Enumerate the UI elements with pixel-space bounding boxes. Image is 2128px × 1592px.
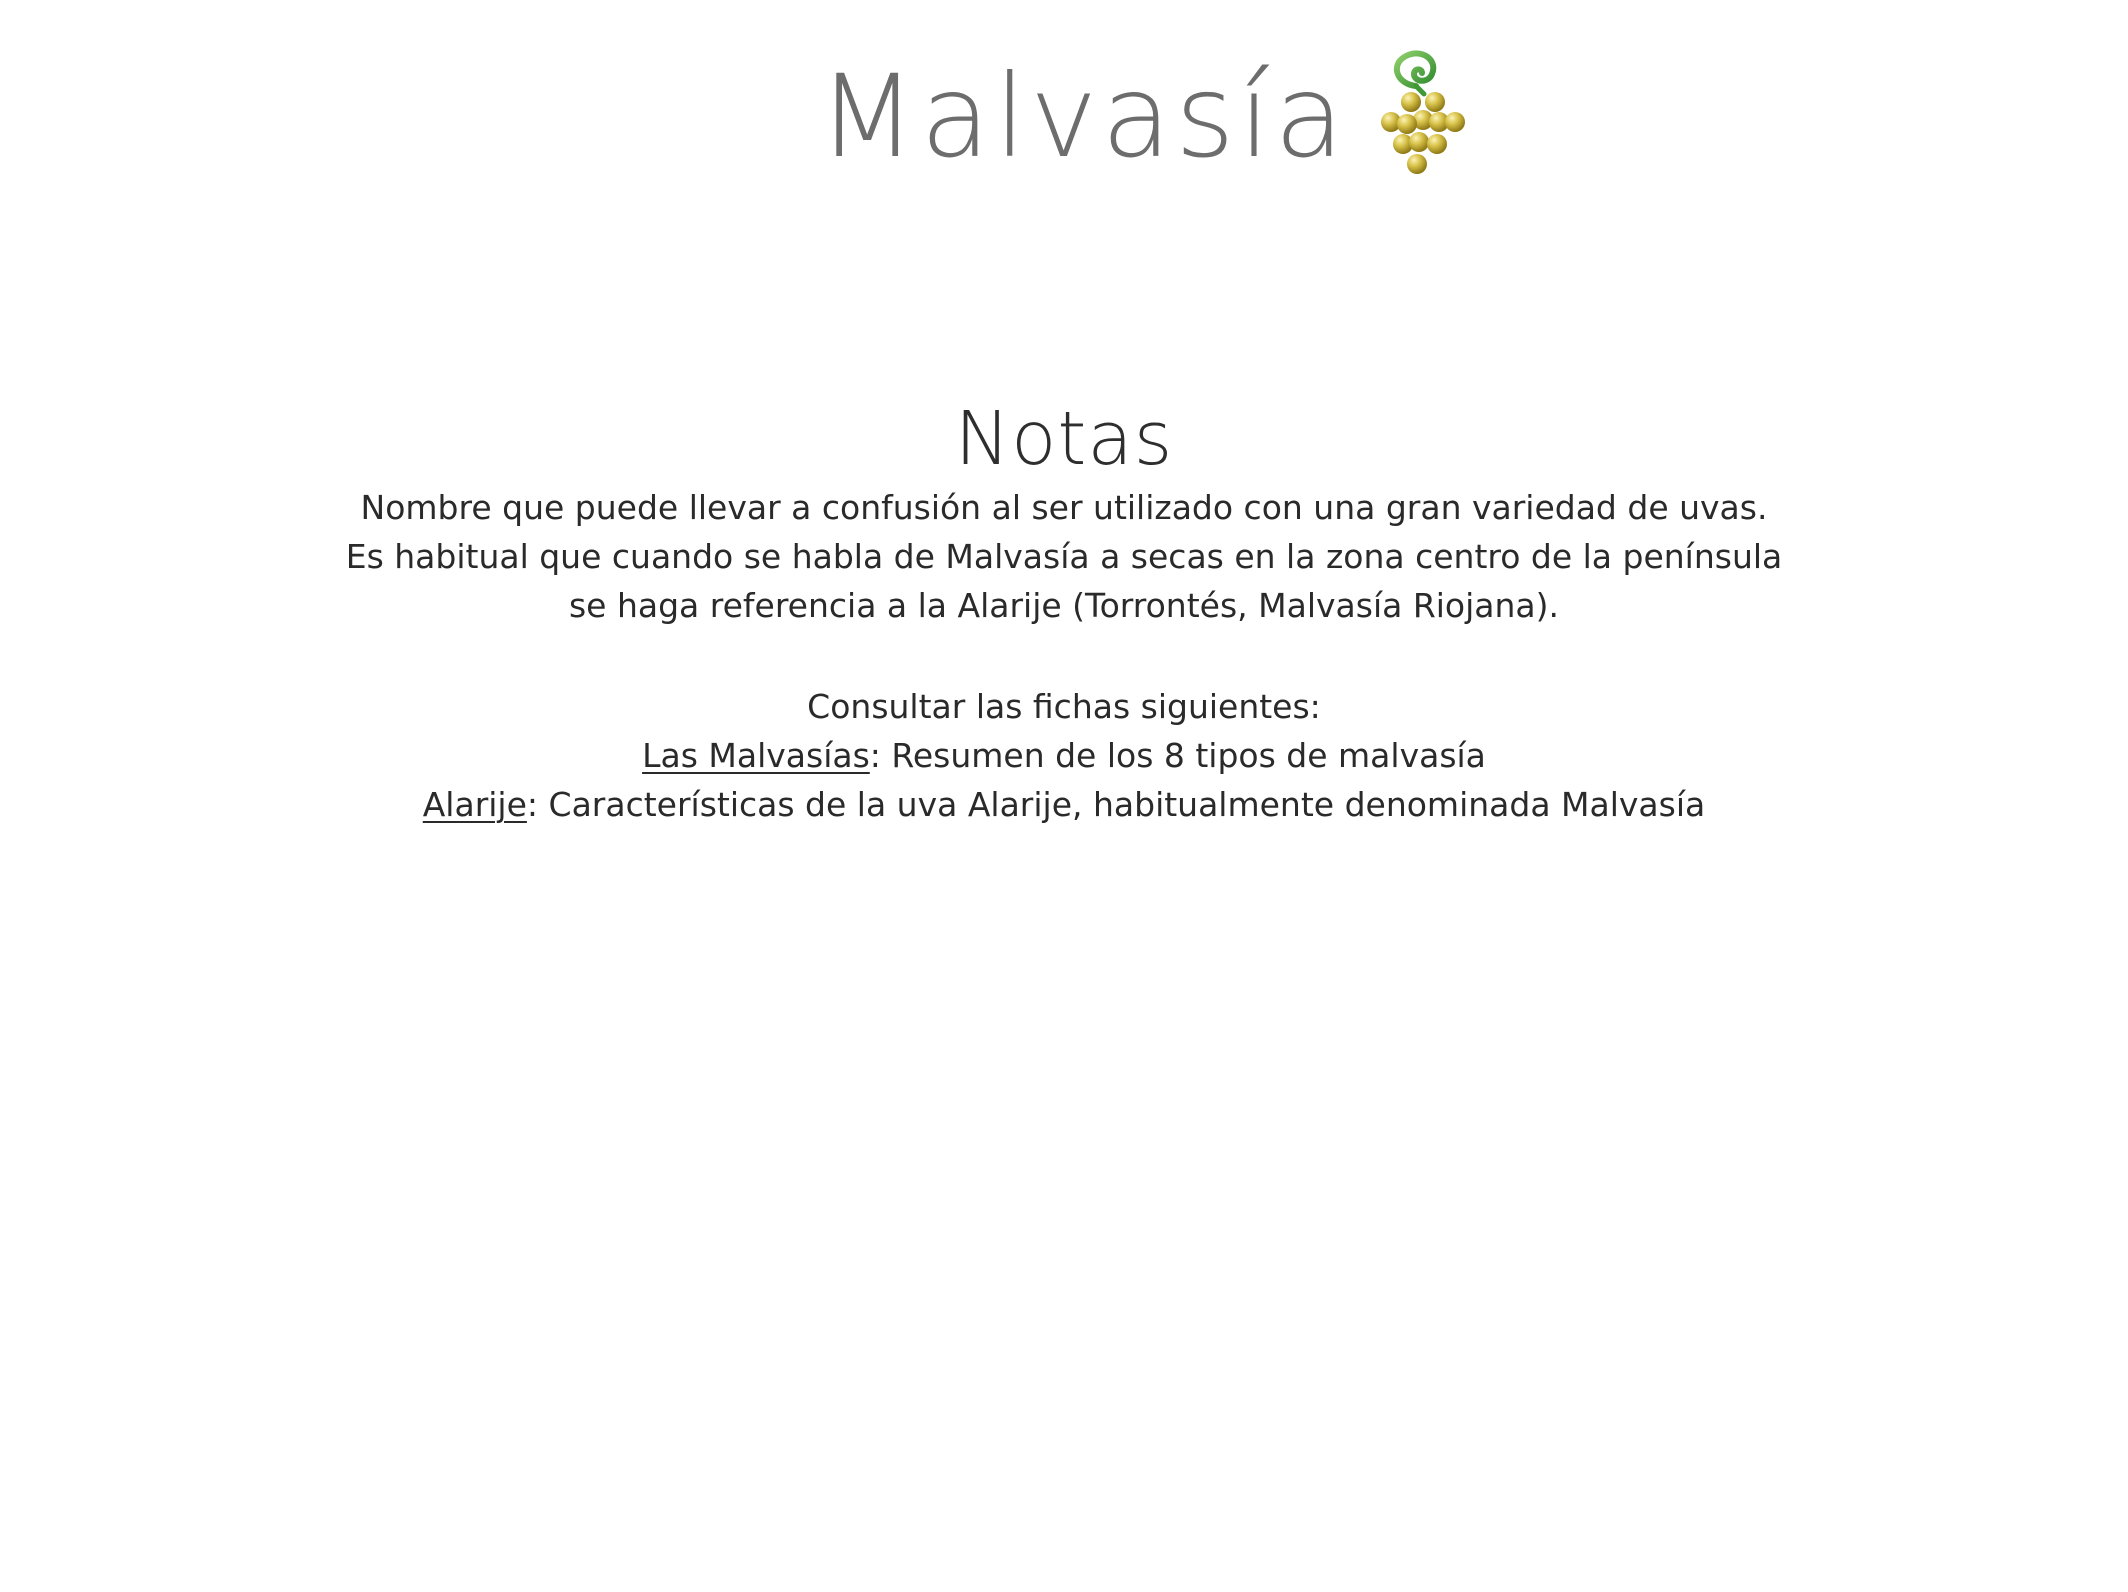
- notes-section: [0, 395, 2128, 829]
- link-alarije[interactable]: Alarije: [422, 785, 527, 824]
- notes-line: se haga referencia a la Alarije (Torrontés, Malvasía Riojana).: [568, 586, 1560, 625]
- reference-las-malvasias: [0, 731, 2128, 780]
- notes-body: [0, 483, 2128, 829]
- consult-label: Consultar las fichas siguientes:: [807, 687, 1321, 726]
- link-las-malvasias[interactable]: Las Malvasías: [642, 736, 870, 775]
- reference-description: : Resumen de los 8 tipos de malvasía: [869, 736, 1486, 775]
- reference-alarije: [0, 780, 2128, 829]
- notes-line: Nombre que puede llevar a confusión al ser utilizado con una gran variedad de uvas.: [360, 488, 1768, 527]
- brand-title: Malvasía: [818, 50, 1349, 183]
- page-header: [0, 46, 2128, 206]
- spacer: [0, 630, 2128, 682]
- reference-description: : Características de la uva Alarije, habitualmente denominada Malvasía: [526, 785, 1706, 824]
- notes-title: Notas: [954, 396, 1174, 482]
- notes-line: Es habitual que cuando se habla de Malvasía a secas en la zona centro de la península: [345, 537, 1783, 576]
- grape-cluster-icon: [1366, 46, 1476, 196]
